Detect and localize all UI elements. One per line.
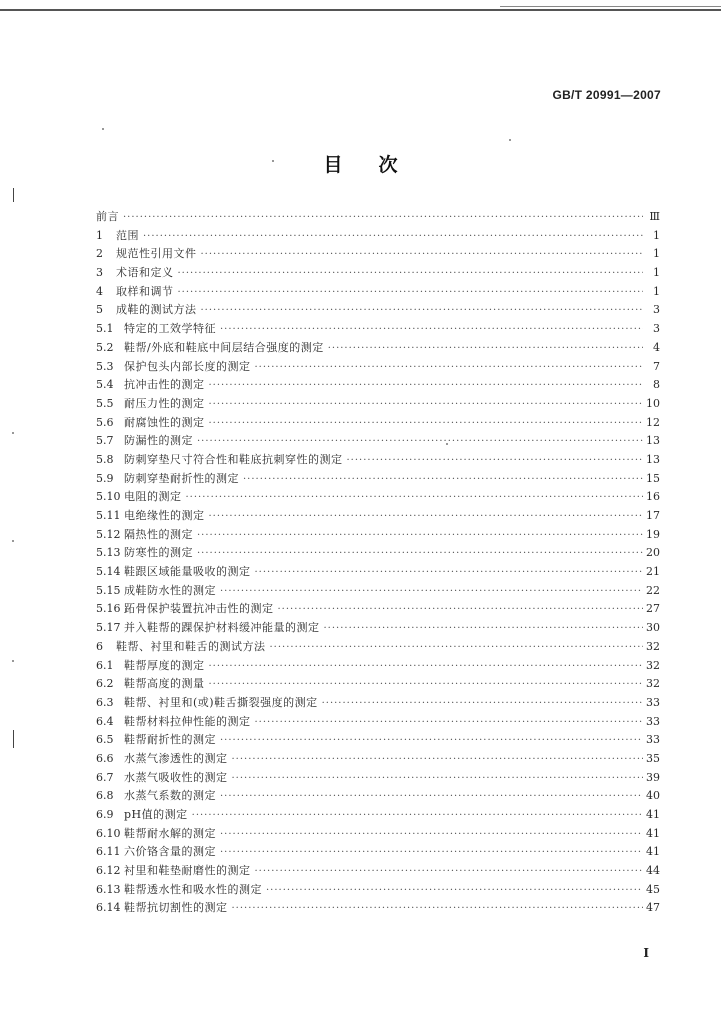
toc-entry-title: 并入鞋帮的踝保护材料缓冲能量的测定 (124, 621, 320, 635)
toc-entry[interactable] (96, 862, 660, 881)
toc-entry-page: 27 (646, 602, 660, 616)
toc-entry-title: 鞋帮透水性和吸水性的测定 (124, 882, 262, 896)
toc-leader-dots (220, 788, 643, 807)
toc-entry-number: 6.9 (96, 808, 114, 821)
toc-entry[interactable] (96, 600, 660, 619)
toc-leader-dots (209, 676, 644, 695)
toc-entry[interactable] (96, 638, 660, 657)
toc-entry-number: 5.1 (96, 322, 114, 336)
toc-entry-page: 33 (646, 695, 660, 709)
toc-entry-title: 水蒸气吸收性的测定 (124, 770, 228, 784)
top-border-line (0, 9, 721, 11)
toc-entry-number: 5.16 (96, 602, 121, 616)
toc-entry-number: 1 (96, 228, 103, 242)
toc-leader-dots (209, 415, 644, 434)
scan-speck (12, 432, 14, 434)
toc-entry-page: 15 (646, 471, 660, 485)
toc-entry-page: 12 (646, 415, 660, 429)
toc-entry[interactable] (96, 432, 660, 451)
toc-entry-number: 5.3 (96, 359, 114, 373)
toc-leader-dots (201, 302, 644, 321)
toc-entry-number: 5.11 (96, 509, 121, 522)
toc-entry[interactable] (96, 414, 660, 433)
toc-entry-number: 2 (96, 247, 103, 261)
toc-entry-page: 33 (646, 733, 660, 747)
toc-entry-title: 鞋帮高度的测量 (124, 677, 205, 691)
toc-entry-page: 10 (646, 396, 660, 410)
toc-entry-page: 4 (653, 340, 660, 354)
toc-entry[interactable] (96, 787, 660, 806)
toc-entry[interactable] (96, 843, 660, 862)
toc-entry-title: 隔热性的测定 (124, 527, 193, 541)
toc-entry-title: 抗冲击性的测定 (124, 378, 205, 392)
toc-leader-dots (232, 900, 644, 919)
toc-leader-dots (270, 639, 644, 658)
toc-entry-page: 32 (646, 658, 660, 672)
toc-entry-title: 水蒸气系数的测定 (124, 789, 216, 803)
toc-entry-title: 鞋帮耐折性的测定 (124, 733, 216, 747)
toc-entry-title: 成鞋的测试方法 (116, 303, 197, 317)
toc-entry[interactable] (96, 675, 660, 694)
toc-entry-number: 5.14 (96, 565, 121, 579)
toc-entry[interactable] (96, 806, 660, 825)
toc-entry-page: 8 (653, 378, 660, 392)
toc-entry-page: 45 (646, 882, 660, 896)
toc-leader-dots (255, 714, 644, 733)
toc-entry-number: 6.13 (96, 882, 121, 896)
toc-entry-number: 5.15 (96, 583, 121, 597)
toc-entry-title: 特定的工效学特征 (124, 322, 216, 336)
toc-entry-title: 防寒性的测定 (124, 546, 193, 560)
toc-entry[interactable] (96, 283, 660, 302)
toc-leader-dots (322, 695, 643, 714)
toc-entry[interactable] (96, 227, 660, 246)
toc-entry[interactable] (96, 544, 660, 563)
toc-entry-page: 13 (646, 434, 660, 448)
toc-leader-dots (192, 807, 643, 826)
toc-leader-dots (209, 508, 644, 527)
toc-entry-number: 6.4 (96, 714, 114, 728)
toc-entry-page: 20 (646, 546, 660, 560)
toc-entry-title: 水蒸气渗透性的测定 (124, 751, 228, 765)
scan-margin-mark (13, 730, 14, 748)
toc-leader-dots (220, 321, 643, 340)
toc-entry-title: 鞋帮厚度的测定 (124, 658, 205, 672)
toc-entry[interactable] (96, 320, 660, 339)
toc-entry[interactable] (96, 301, 660, 320)
toc-entry-page: 22 (646, 583, 660, 597)
toc-entry-number: 6.5 (96, 733, 114, 747)
toc-leader-dots (186, 489, 644, 508)
scan-speck (102, 128, 104, 130)
toc-leader-dots (255, 863, 644, 882)
toc-entry[interactable] (96, 470, 660, 489)
toc-entry-page: 21 (646, 565, 660, 579)
toc-entry-page: 30 (646, 621, 660, 635)
toc-leader-dots (197, 545, 643, 564)
toc-entry-title: 衬里和鞋垫耐磨性的测定 (124, 864, 251, 878)
toc-entry-title: 六价铬含量的测定 (124, 845, 216, 859)
toc-entry-number: 5.9 (96, 471, 114, 485)
toc-entry-number: 5.10 (96, 490, 121, 504)
toc-entry-number: 4 (96, 284, 103, 298)
toc-entry-number: 5.4 (96, 378, 114, 392)
toc-entry-title: 跖骨保护装置抗冲击性的测定 (124, 602, 274, 616)
toc-entry-page: 3 (653, 303, 660, 317)
toc-leader-dots (347, 452, 644, 471)
toc-entry-title: 耐压力性的测定 (124, 396, 205, 410)
toc-leader-dots (278, 601, 644, 620)
toc-entry-number: 6.10 (96, 826, 121, 840)
toc-entry-title: 鞋帮、衬里和(或)鞋舌撕裂强度的测定 (124, 695, 318, 709)
toc-entry[interactable] (96, 451, 660, 470)
toc-entry-title: 鞋帮材料拉伸性能的测定 (124, 714, 251, 728)
scan-margin-mark (13, 188, 14, 202)
toc-entry-title: 鞋帮/外底和鞋底中间层结合强度的测定 (124, 340, 324, 354)
toc-entry-page: 35 (646, 751, 660, 765)
toc-entry-number: 5.2 (96, 340, 114, 354)
scan-speck (509, 139, 511, 141)
scan-speck (12, 540, 14, 542)
toc-leader-dots (178, 284, 644, 303)
toc-entry[interactable] (96, 713, 660, 732)
toc-entry[interactable] (96, 526, 660, 545)
toc-entry-page: 17 (646, 509, 660, 522)
toc-entry[interactable] (96, 825, 660, 844)
toc-entry-title: 耐腐蚀性的测定 (124, 415, 205, 429)
toc-entry-page: 40 (646, 789, 660, 803)
toc-entry-number: 3 (96, 266, 103, 280)
toc-entry[interactable] (96, 563, 660, 582)
toc-entry-title: 电阻的测定 (124, 490, 182, 504)
toc-entry-page: 32 (646, 639, 660, 653)
toc-entry-number: 5.13 (96, 546, 121, 560)
toc-entry-page: 19 (646, 527, 660, 541)
toc-entry[interactable] (96, 376, 660, 395)
toc-entry-page: 41 (646, 808, 660, 821)
toc-entry[interactable] (96, 750, 660, 769)
toc-entry[interactable] (96, 619, 660, 638)
toc-entry-page: 39 (646, 770, 660, 784)
page-folio: Ⅰ (643, 946, 649, 960)
toc-entry-title: 鞋跟区域能量吸收的测定 (124, 565, 251, 579)
toc-leader-dots (209, 377, 644, 396)
toc-entry-page: 1 (653, 247, 660, 261)
toc-entry-number: 6.12 (96, 864, 121, 878)
toc-entry-number: 6.7 (96, 770, 114, 784)
toc-entry-number: 6.11 (96, 845, 121, 859)
toc-entry-page: Ⅲ (649, 210, 660, 223)
toc-entry-page: 41 (646, 845, 660, 859)
toc-entry-title: 前言 (96, 210, 119, 223)
toc-entry-number: 5 (96, 303, 103, 317)
toc-entry-page: 16 (646, 490, 660, 504)
toc-entry-title: 鞋帮、衬里和鞋舌的测试方法 (116, 639, 266, 653)
toc-entry[interactable] (96, 358, 660, 377)
toc-entry-page: 3 (653, 322, 660, 336)
toc-entry[interactable] (96, 657, 660, 676)
toc-entry-title: 成鞋防水性的测定 (124, 583, 216, 597)
toc-entry[interactable] (96, 264, 660, 283)
toc-entry-title: 鞋帮耐水解的测定 (124, 826, 216, 840)
toc-leader-dots (220, 826, 643, 845)
toc-entry-title: 防刺穿垫尺寸符合性和鞋底抗刺穿性的测定 (124, 452, 343, 466)
toc-entry-number: 5.12 (96, 527, 121, 541)
toc-entry[interactable] (96, 507, 660, 526)
toc-entry-number: 6.8 (96, 789, 114, 803)
toc-entry[interactable] (96, 395, 660, 414)
toc-leader-dots (209, 396, 644, 415)
toc-entry-page: 33 (646, 714, 660, 728)
toc-entry-number: 5.6 (96, 415, 114, 429)
toc-entry-title: 防刺穿垫耐折性的测定 (124, 471, 239, 485)
scan-speck (12, 660, 14, 662)
toc-entry-number: 5.5 (96, 396, 114, 410)
toc-leader-dots (201, 246, 644, 265)
toc-leader-dots (197, 527, 643, 546)
top-border-line-secondary (500, 6, 721, 7)
toc-leader-dots (220, 844, 643, 863)
standard-number: GB/T 20991—2007 (552, 88, 661, 102)
toc-leader-dots (178, 265, 644, 284)
toc-leader-dots (324, 620, 644, 639)
toc-leader-dots (328, 340, 643, 359)
toc-entry[interactable] (96, 488, 660, 507)
toc-entry-number: 6 (96, 639, 103, 653)
toc-entry-page: 13 (646, 452, 660, 466)
toc-entry-title: 保护包头内部长度的测定 (124, 359, 251, 373)
toc-entry-number: 6.2 (96, 677, 114, 691)
table-of-contents (96, 208, 660, 918)
toc-leader-dots (255, 564, 644, 583)
toc-entry[interactable] (96, 208, 660, 227)
toc-entry-title: 鞋帮抗切割性的测定 (124, 901, 228, 915)
toc-leader-dots (232, 751, 644, 770)
toc-leader-dots (243, 471, 643, 490)
toc-leader-dots (143, 228, 643, 247)
toc-leader-dots (197, 433, 643, 452)
toc-entry-title: pH值的测定 (124, 808, 188, 821)
toc-entry-page: 47 (646, 901, 660, 915)
toc-entry-number: 6.14 (96, 901, 121, 915)
toc-entry-number: 6.1 (96, 658, 114, 672)
toc-entry[interactable] (96, 339, 660, 358)
toc-leader-dots (123, 209, 643, 228)
toc-entry[interactable] (96, 881, 660, 900)
toc-entry[interactable] (96, 245, 660, 264)
toc-leader-dots (266, 882, 643, 901)
toc-entry[interactable] (96, 769, 660, 788)
scan-speck (272, 160, 274, 162)
toc-entry-page: 1 (653, 266, 660, 280)
toc-entry-title: 术语和定义 (116, 266, 174, 280)
toc-leader-dots (232, 770, 644, 789)
toc-entry-number: 5.17 (96, 621, 121, 635)
toc-leader-dots (220, 583, 643, 602)
toc-entry-page: 1 (653, 228, 660, 242)
page-title: 目次 (323, 154, 434, 176)
toc-entry[interactable] (96, 899, 660, 918)
toc-entry-title: 电绝缘性的测定 (124, 509, 205, 522)
toc-entry-number: 5.8 (96, 452, 114, 466)
toc-entry[interactable] (96, 731, 660, 750)
toc-entry-title: 规范性引用文件 (116, 247, 197, 261)
toc-leader-dots (220, 732, 643, 751)
toc-entry-page: 44 (646, 864, 660, 878)
toc-entry-number: 5.7 (96, 434, 114, 448)
toc-entry-title: 范围 (116, 228, 139, 242)
toc-entry[interactable] (96, 694, 660, 713)
toc-entry-page: 41 (646, 826, 660, 840)
toc-entry-number: 6.3 (96, 695, 114, 709)
toc-entry-title: 取样和调节 (116, 284, 174, 298)
toc-entry-number: 6.6 (96, 751, 114, 765)
toc-entry-page: 1 (653, 284, 660, 298)
toc-entry-title: 防漏性的测定 (124, 434, 193, 448)
toc-entry-page: 32 (646, 677, 660, 691)
toc-entry-page: 7 (653, 359, 660, 373)
toc-entry[interactable] (96, 582, 660, 601)
toc-leader-dots (209, 658, 644, 677)
toc-leader-dots (255, 359, 644, 378)
